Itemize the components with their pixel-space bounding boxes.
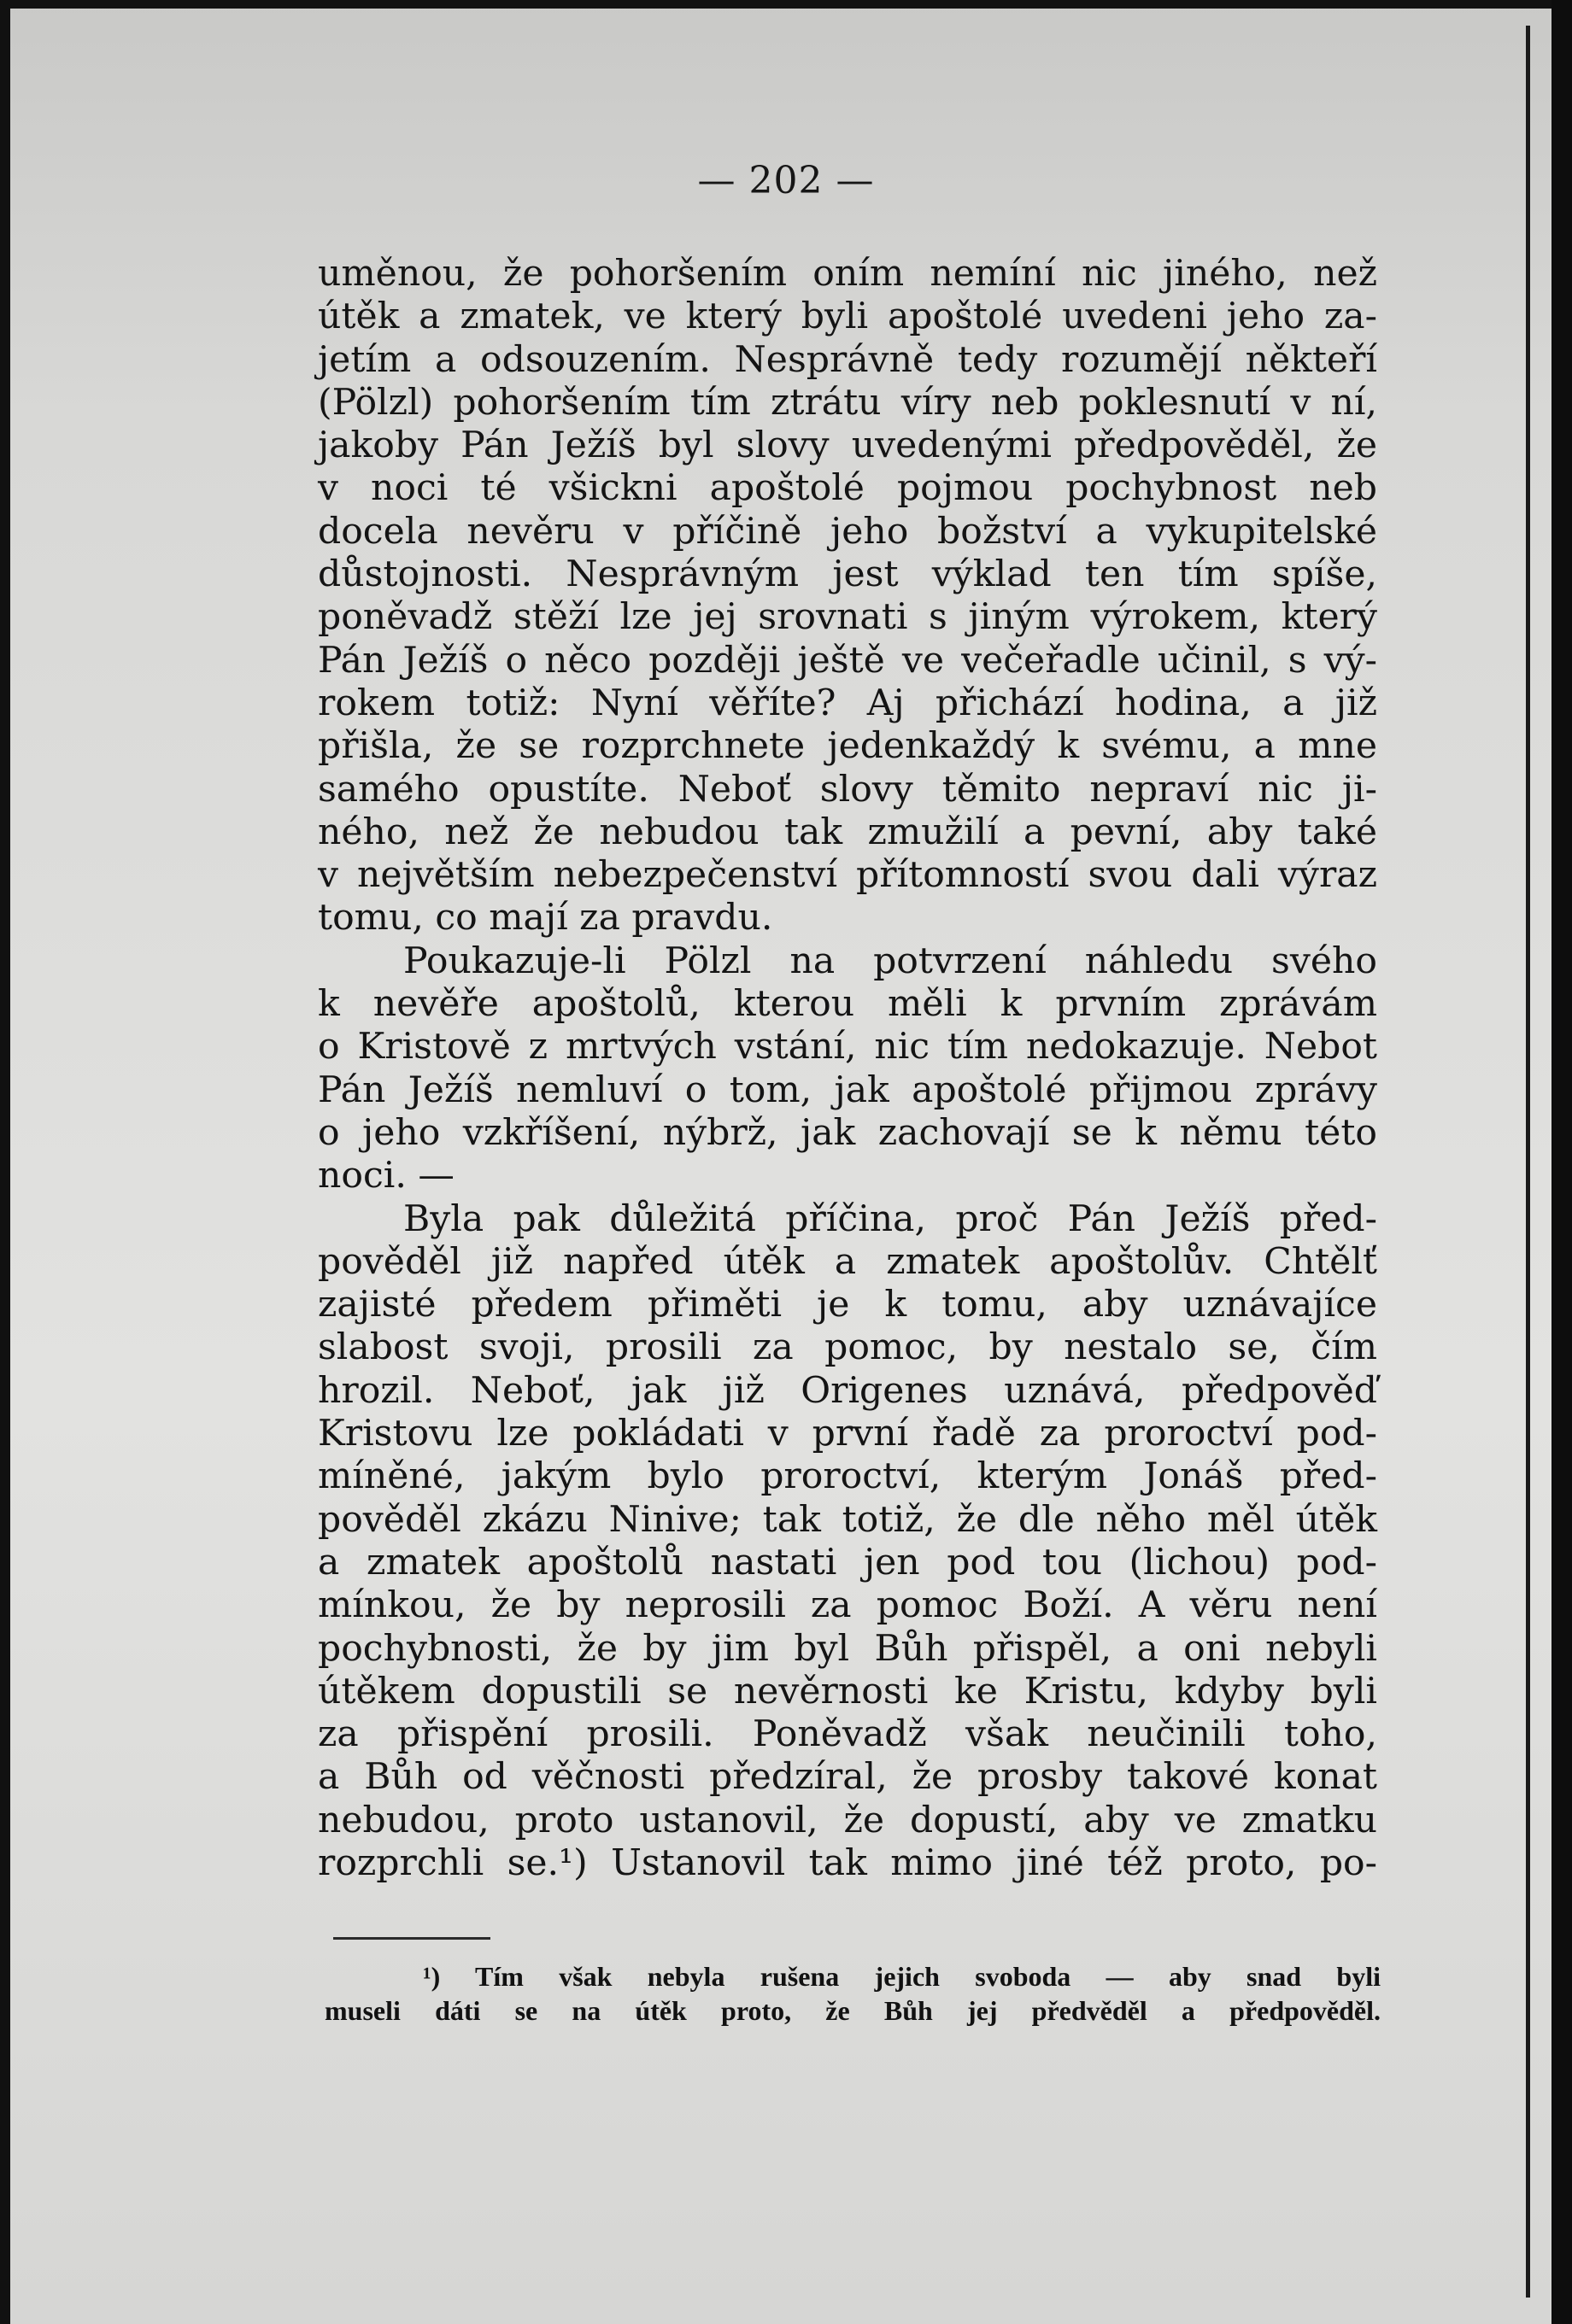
text-line: Pán Ježíš o něco později ještě ve večeřadle učinil, s vý- bbox=[318, 639, 1377, 682]
page-number: — 202 — bbox=[697, 159, 875, 202]
text-line: důstojnosti. Nesprávným jest výklad ten tím spíše, bbox=[318, 553, 1377, 596]
text-line: o jeho vzkříšení, nýbrž, jak zachovají se k němu této bbox=[318, 1111, 1377, 1154]
text-line: poněvadž stěží lze jej srovnati s jiným výrokem, který bbox=[318, 596, 1377, 639]
text-line: pověděl zkázu Ninive; tak totiž, že dle něho měl útěk bbox=[318, 1498, 1377, 1541]
text-line: uměnou, že pohoršením oním nemíní nic jiného, než bbox=[318, 253, 1377, 295]
text-line: Pán Ježíš nemluví o tom, jak apoštolé přijmou zprávy bbox=[318, 1068, 1377, 1111]
footnote-line: museli dáti se na útěk proto, že Bůh jej předvěděl a předpověděl. bbox=[325, 1995, 1381, 2026]
text-line: slabost svoji, prosili za pomoc, by nestalo se, čím bbox=[318, 1326, 1377, 1369]
text-line: nebudou, proto ustanovil, že dopustí, aby ve zmatku bbox=[318, 1799, 1377, 1841]
text-line: v největším nebezpečenství přítomností svou dali výraz bbox=[318, 854, 1377, 897]
text-line: noci. — bbox=[318, 1155, 455, 1197]
text-line: Kristovu lze pokládati v první řadě za proroctví pod- bbox=[318, 1413, 1377, 1455]
text-line: tomu, co mají za pravdu. bbox=[318, 897, 773, 940]
text-line: hrozil. Neboť, jak již Origenes uznává, předpověď bbox=[318, 1369, 1377, 1412]
scan-border-left bbox=[0, 0, 10, 2324]
text-line: za přispění prosili. Poněvadž však neučinili toho, bbox=[318, 1713, 1377, 1756]
page-edge-line bbox=[1526, 26, 1530, 2298]
text-line: o Kristově z mrtvých vstání, nic tím nedokazuje. Nebot bbox=[318, 1026, 1377, 1068]
body-text bbox=[318, 253, 1377, 1885]
text-line: (Pölzl) pohoršením tím ztrátu víry neb poklesnutí v ní, bbox=[318, 381, 1377, 424]
text-line: jakoby Pán Ježíš byl slovy uvedenými předpověděl, že bbox=[318, 424, 1377, 467]
text-line: přišla, že se rozprchnete jedenkaždý k svému, a mne bbox=[318, 725, 1377, 768]
text-line: v noci té všickni apoštolé pojmou pochybnost neb bbox=[318, 467, 1377, 510]
footnote-separator bbox=[333, 1937, 490, 1940]
text-line: a zmatek apoštolů nastati jen pod tou (lichou) pod- bbox=[318, 1541, 1377, 1583]
text-line: rokem totiž: Nyní věříte? Aj přichází hodina, a již bbox=[318, 682, 1377, 724]
text-line: útěkem dopustili se nevěrnosti ke Kristu, kdyby byli bbox=[318, 1670, 1377, 1712]
text-line: rozprchli se.¹) Ustanovil tak mimo jiné též proto, po- bbox=[318, 1841, 1377, 1884]
text-line: jetím a odsouzením. Nesprávně tedy rozumějí někteří bbox=[318, 338, 1377, 381]
text-line: Poukazuje-li Pölzl na potvrzení náhledu svého bbox=[403, 940, 1377, 982]
text-line: pověděl již napřed útěk a zmatek apoštolův. Chtělť bbox=[318, 1240, 1377, 1283]
scan-border-right bbox=[1551, 0, 1572, 2324]
footnote-line: ¹) Tím však nebyla rušena jejich svoboda — aby snad byli bbox=[423, 1961, 1381, 1992]
text-line: a Bůh od věčnosti předzíral, že prosby takové konat bbox=[318, 1756, 1377, 1799]
paragraph-2 bbox=[318, 940, 1377, 1198]
text-line: docela nevěru v příčině jeho božství a vykupitelské bbox=[318, 510, 1377, 553]
text-line: pochybnosti, že by jim byl Bůh přispěl, a oni nebyli bbox=[318, 1627, 1377, 1670]
paragraph-1 bbox=[318, 253, 1377, 940]
paragraph-3 bbox=[318, 1198, 1377, 1886]
footnote bbox=[325, 1959, 1381, 2028]
text-line: samého opustíte. Neboť slovy těmito nepraví nic ji- bbox=[318, 768, 1377, 811]
text-line: útěk a zmatek, ve který byli apoštolé uvedeni jeho za- bbox=[318, 296, 1377, 338]
text-line: mínkou, že by neprosili za pomoc Boží. A věru není bbox=[318, 1584, 1377, 1627]
text-line: zajisté předem přiměti je k tomu, aby uznávajíce bbox=[318, 1284, 1377, 1326]
text-line: Byla pak důležitá příčina, proč Pán Ježíš před- bbox=[403, 1197, 1377, 1240]
text-line: míněné, jakým bylo proroctví, kterým Jonáš před- bbox=[318, 1455, 1377, 1498]
scan-border-top bbox=[0, 0, 1572, 9]
text-line: k nevěře apoštolů, kterou měli k prvním zprávám bbox=[318, 983, 1377, 1026]
text-line: ného, než že nebudou tak zmužilí a pevní, aby také bbox=[318, 811, 1377, 853]
